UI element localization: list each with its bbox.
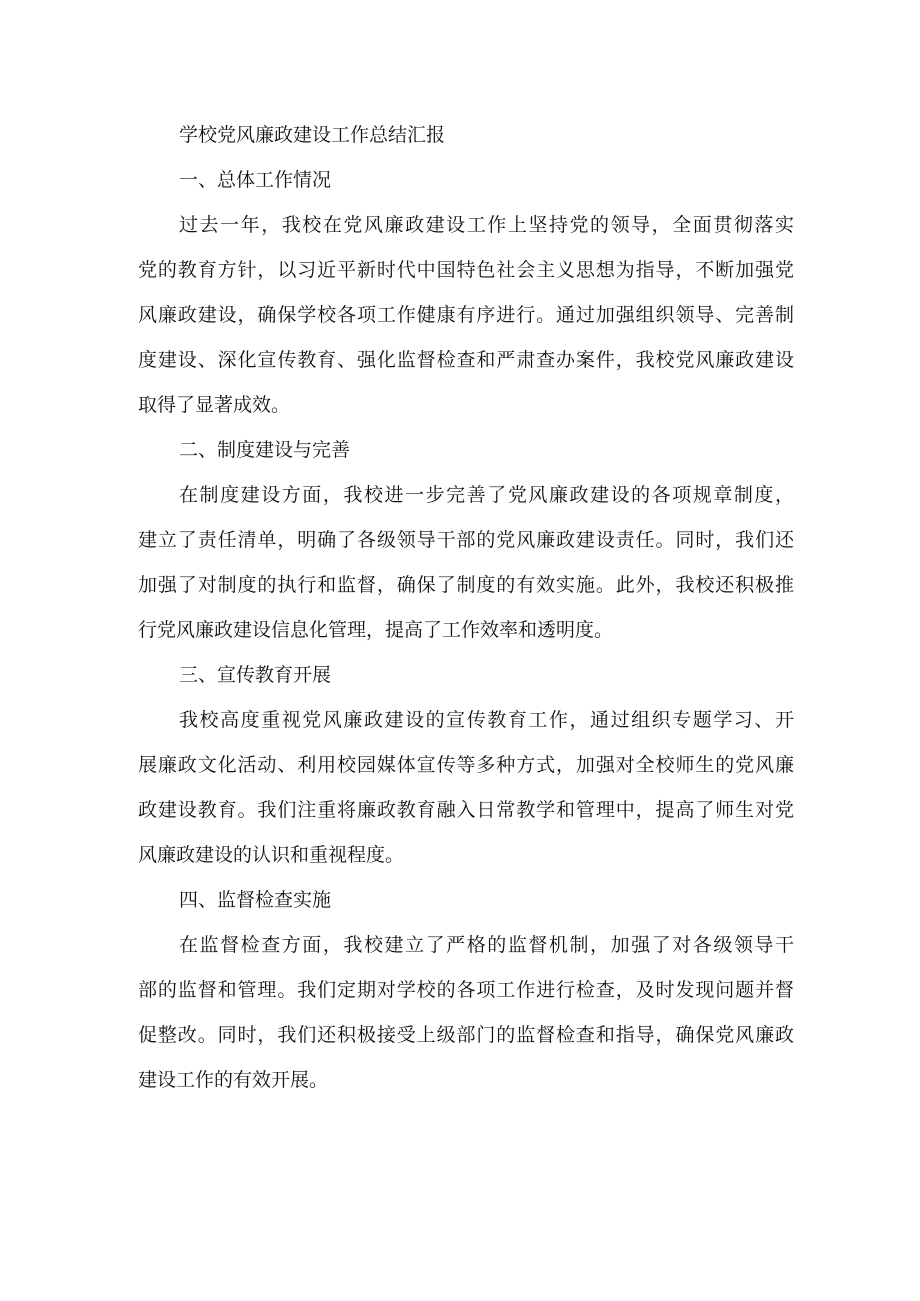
- paragraph-line: 度建设、深化宣传教育、强化监督检查和严肃查办案件，我校党风廉政建设: [138, 349, 794, 371]
- paragraph-line: 促整改。同时，我们还积极接受上级部门的监督检查和指导，确保党风廉政: [138, 1024, 794, 1046]
- document-page: [138, 113, 794, 1103]
- paragraph-line: 行党风廉政建设信息化管理，提高了工作效率和透明度。: [138, 619, 614, 641]
- paragraph-line: 展廉政文化活动、利用校园媒体宣传等多种方式，加强对全校师生的党风廉: [138, 754, 794, 776]
- paragraph-line: 加强了对制度的执行和监督，确保了制度的有效实施。此外，我校还积极推: [138, 574, 794, 596]
- paragraph-line: 政建设教育。我们注重将廉政教育融入日常教学和管理中，提高了师生对党: [138, 799, 794, 821]
- paragraph-line: 风廉政建设的认识和重视程度。: [138, 844, 405, 866]
- paragraph-line: 在制度建设方面，我校进一步完善了党风廉政建设的各项规章制度，: [179, 484, 794, 506]
- paragraph-line: 我校高度重视党风廉政建设的宣传教育工作，通过组织专题学习、开: [179, 709, 794, 731]
- section-system-building: [138, 428, 794, 653]
- section-heading: 三、宣传教育开展: [179, 664, 332, 686]
- section-heading: 四、监督检查实施: [179, 889, 332, 911]
- paragraph-line: 建立了责任清单，明确了各级领导干部的党风廉政建设责任。同时，我们还: [138, 529, 794, 551]
- paragraph-line: 部的监督和管理。我们定期对学校的各项工作进行检查，及时发现问题并督: [138, 979, 794, 1001]
- paragraph-line: 在监督检查方面，我校建立了严格的监督机制，加强了对各级领导干: [179, 934, 794, 956]
- paragraph-line: 建设工作的有效开展。: [138, 1069, 329, 1091]
- section-supervision: [138, 878, 794, 1103]
- paragraph-line: 过去一年，我校在党风廉政建设工作上坚持党的领导，全面贯彻落实: [179, 214, 794, 236]
- document-title: 学校党风廉政建设工作总结汇报: [179, 124, 446, 146]
- paragraph-line: 取得了显著成效。: [138, 394, 291, 416]
- paragraph-line: 风廉政建设，确保学校各项工作健康有序进行。通过加强组织领导、完善制: [138, 304, 794, 326]
- paragraph-line: 党的教育方针，以习近平新时代中国特色社会主义思想为指导，不断加强党: [138, 259, 794, 281]
- section-heading: 一、总体工作情况: [179, 169, 332, 191]
- section-publicity-education: [138, 653, 794, 878]
- section-heading: 二、制度建设与完善: [179, 439, 351, 461]
- section-overall: [138, 158, 794, 428]
